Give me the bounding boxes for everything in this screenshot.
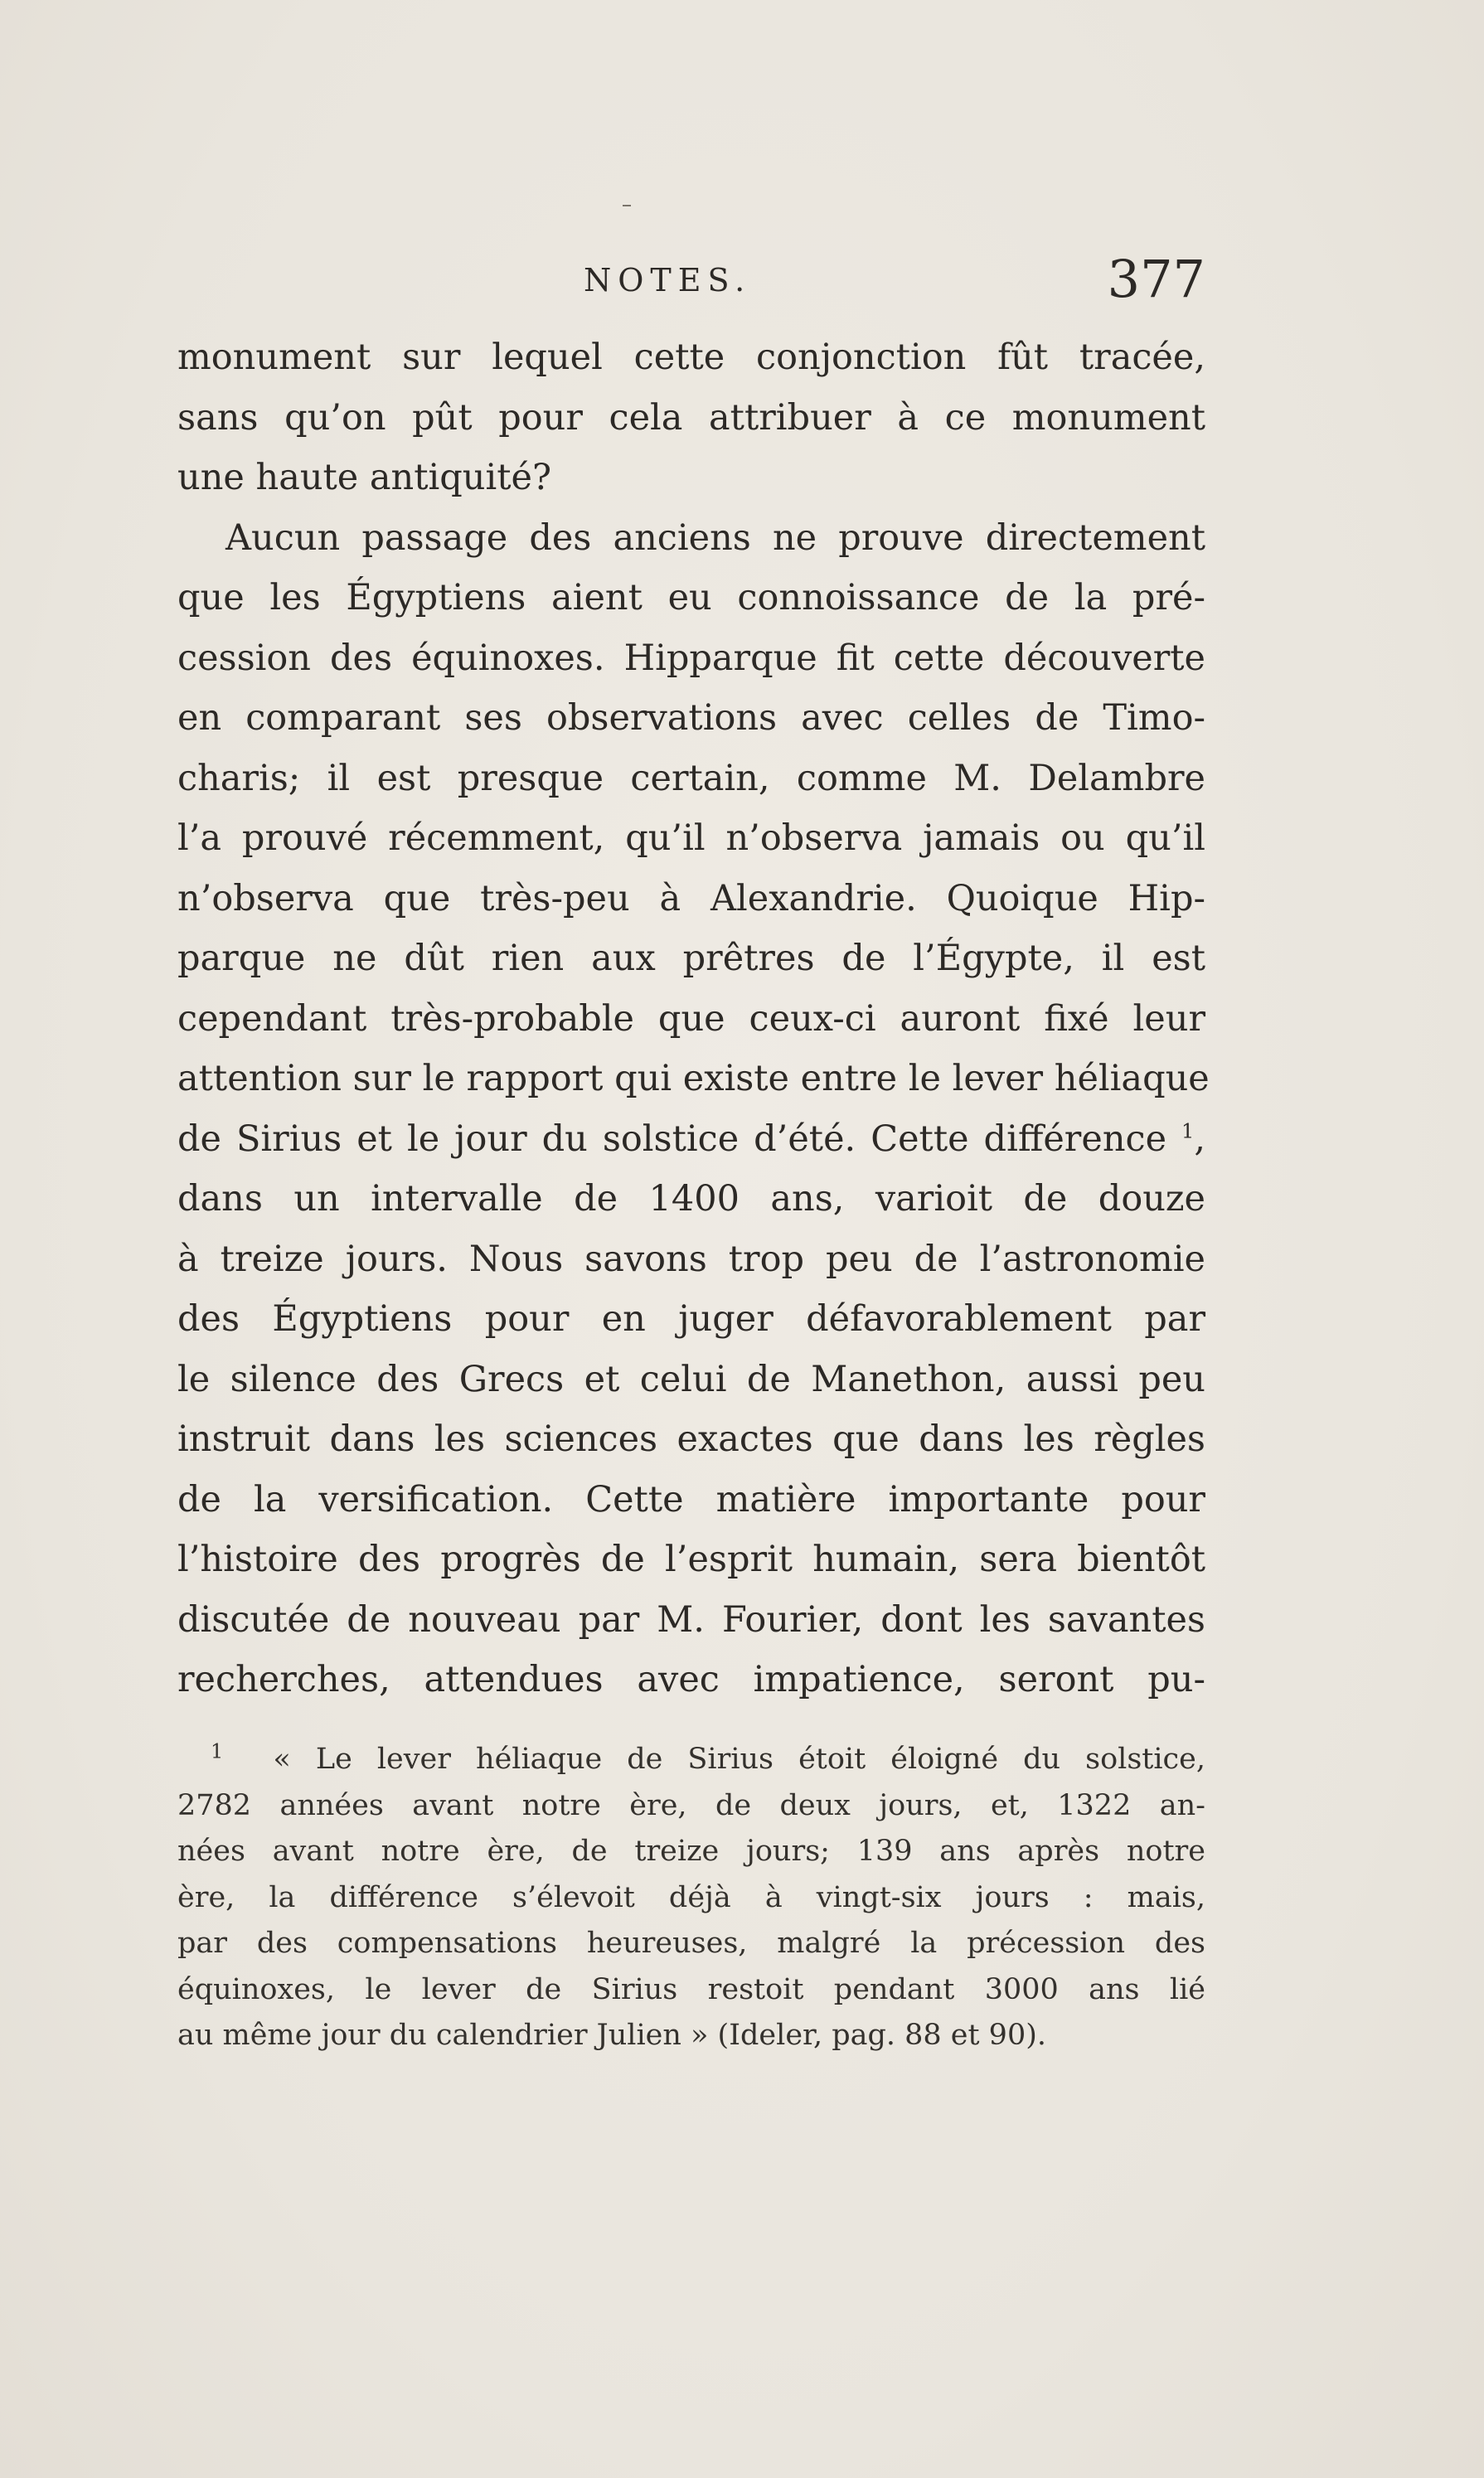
- footnote-line: [177, 1737, 1205, 1783]
- footnote: [177, 1737, 1205, 2059]
- footnote-line: nées avant notre ère, de treize jours; 139 ans après notre: [177, 1835, 1205, 1868]
- text-line: le silence des Grecs et celui de Manethon, aussi peu: [177, 1358, 1205, 1400]
- footnote-line: équinoxes, le lever de Sirius restoit pendant 3000 ans lié: [177, 1972, 1205, 2006]
- footnote-line: au même jour du calendrier Julien » (Ideler, pag. 88 et 90).: [177, 2019, 1047, 2052]
- text-line: charis; il est presque certain, comme M. Delambre: [177, 757, 1205, 799]
- text-line: monument sur lequel cette conjonction fût tracée,: [177, 337, 1205, 378]
- text-line: recherches, attendues avec impatience, seront pu-: [177, 1659, 1205, 1700]
- body-text: [177, 327, 1210, 1710]
- text-line-with-footnote-ref: [177, 1109, 1205, 1170]
- text-line: discutée de nouveau par M. Fourier, dont les savantes: [177, 1598, 1205, 1641]
- text-line: parque ne dût rien aux prêtres de l’Égypte, il est: [177, 938, 1205, 979]
- printer-mark: [623, 205, 631, 206]
- footnote-line-content: « Le lever héliaque de Sirius étoit éloigné du solstice,: [273, 1743, 1205, 1776]
- text-line: en comparant ses observations avec celles de Timo-: [177, 697, 1205, 739]
- text-line: cession des équinoxes. Hipparque fit cette découverte: [177, 637, 1205, 679]
- footnote-marker: 1: [211, 1739, 224, 1763]
- text-line: l’histoire des progrès de l’esprit humain, sera bientôt: [177, 1539, 1205, 1580]
- running-title: NOTES.: [584, 262, 752, 298]
- text-line: que les Égyptiens aient eu connoissance de la pré-: [177, 577, 1205, 618]
- footnote-line: par des compensations heureuses, malgré la précession des: [177, 1927, 1205, 1960]
- text-line: sans qu’on pût pour cela attribuer à ce monument: [177, 396, 1205, 439]
- text-line-content: de Sirius et le jour du solstice d’été. Cette différence: [177, 1118, 1167, 1160]
- page-number: 377: [1107, 249, 1205, 309]
- text-line: cependant très-probable que ceux-ci auront fixé leur: [177, 997, 1205, 1040]
- text-line: l’a prouvé récemment, qu’il n’observa jamais ou qu’il: [177, 817, 1205, 859]
- text-line: à treize jours. Nous savons trop peu de l’astronomie: [177, 1238, 1205, 1280]
- footnote-ref-comma: ,: [1194, 1118, 1205, 1160]
- text-line: Aucun passage des anciens ne prouve directement: [226, 516, 1205, 559]
- text-line: instruit dans les sciences exactes que dans les règles: [177, 1418, 1205, 1460]
- text-line: des Égyptiens pour en juger défavorablement par: [177, 1298, 1205, 1340]
- text-line: une haute antiquité?: [177, 457, 552, 498]
- text-line: attention sur le rapport qui existe entre le lever héliaque: [177, 1058, 1210, 1099]
- page-header: [177, 249, 1205, 323]
- text-line: de la versification. Cette matière importante pour: [177, 1478, 1205, 1520]
- text-line: dans un intervalle de 1400 ans, varioit de douze: [177, 1178, 1205, 1220]
- footnote-reference: 1: [1181, 1119, 1195, 1143]
- footnote-line: 2782 années avant notre ère, de deux jours, et, 1322 an-: [177, 1788, 1205, 1822]
- text-line: n’observa que très-peu à Alexandrie. Quoique Hip-: [177, 877, 1205, 919]
- footnote-line: ère, la différence s’élevoit déjà à vingt-six jours : mais,: [177, 1880, 1205, 1914]
